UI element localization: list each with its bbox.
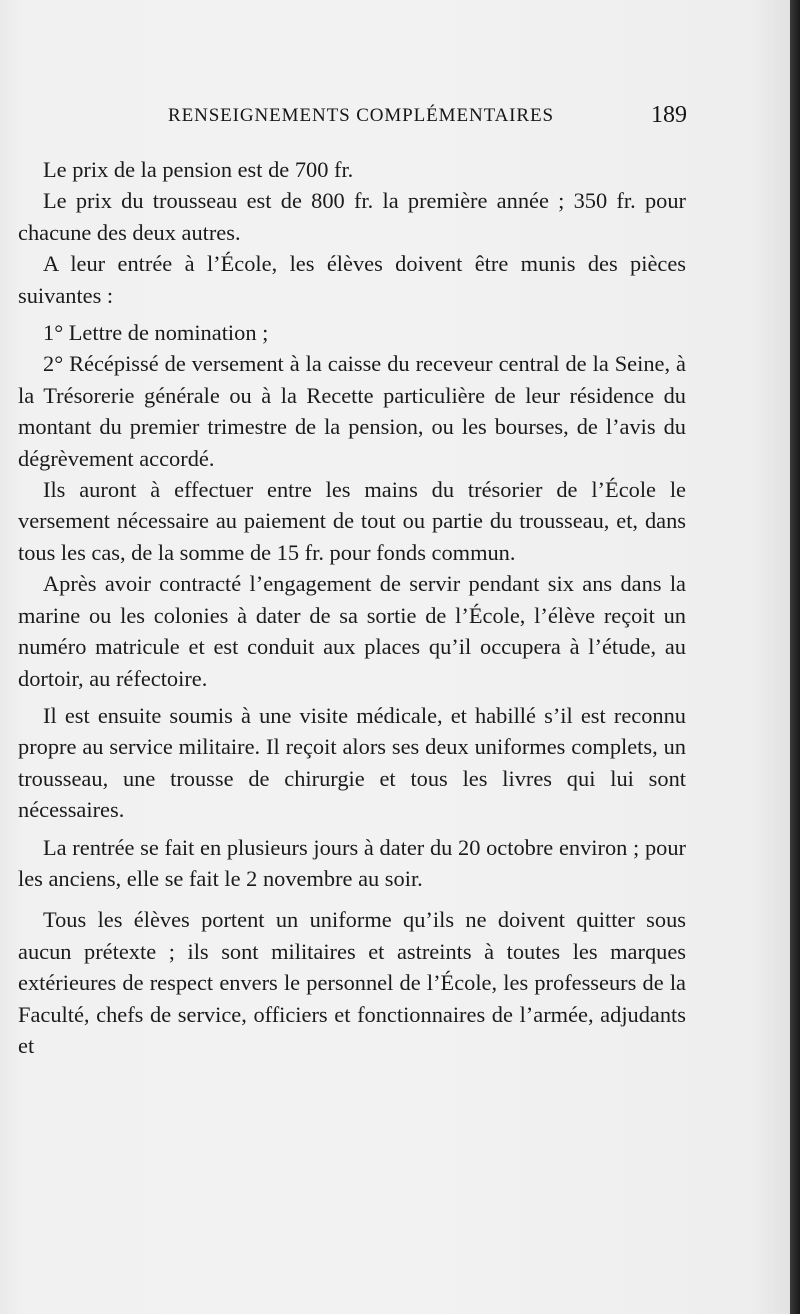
paragraph-treasurer-payment: Ils auront à effectuer entre les mains du trésorier de l’École le versement nécessaire au paiement de tout ou partie du trousseau, et, dans tous les cas, de la somme de 15 fr. pour fonds commun. xyxy=(18,477,686,565)
body-text xyxy=(18,154,686,1061)
paragraph-required-documents: A leur entrée à l’École, les élèves doivent être munis des pièces suivantes : xyxy=(18,251,686,308)
page-edge xyxy=(790,0,800,1314)
paragraph-trousseau-price: Le prix du trousseau est de 800 fr. la première année ; 350 fr. pour chacune des deux autres. xyxy=(18,188,686,245)
paragraph-uniform: Tous les élèves portent un uniforme qu’ils ne doivent quitter sous aucun prétexte ; ils sont militaires et astreints à toutes les marques extérieures de respect envers le personnel de l’École, les professeurs de la Faculté, chefs de service, officiers et fonctionnaires de l’armée, adjudants et xyxy=(18,907,686,1058)
paragraph-engagement: Après avoir contracté l’engagement de servir pendant six ans dans la marine ou les colonies à dater de sa sortie de l’École, l’élève reçoit un numéro matricule et est conduit aux places qu’il occupera à l’étude, au dortoir, au réfectoire. xyxy=(18,571,686,691)
page-number: 189 xyxy=(651,102,687,128)
list-item-nomination: 1° Lettre de nomination ; xyxy=(43,320,269,346)
page-header xyxy=(0,100,790,136)
paragraph-pension-price: Le prix de la pension est de 700 fr. xyxy=(43,157,354,182)
running-title: RENSEIGNEMENTS COMPLÉMENTAIRES xyxy=(168,105,554,126)
paragraph-rentree: La rentrée se fait en plusieurs jours à dater du 20 octobre environ ; pour les anciens, elle se fait le 2 novembre au soir. xyxy=(18,834,686,891)
paragraph-medical-visit: Il est ensuite soumis à une visite médicale, et habillé s’il est reconnu propre au service militaire. Il reçoit alors ses deux uniformes complets, un trousseau, une trousse de chirurgie et tous les livres qui lui sont nécessaires. xyxy=(18,702,686,823)
list-item-receipt: 2° Récépissé de versement à la caisse du receveur central de la Seine, à la Trésorerie générale ou à la Recette particulière de leur résidence du montant du premier trimestre de la pension, ou les bourses, de l’avis du dégrèvement accordé. xyxy=(18,351,686,471)
